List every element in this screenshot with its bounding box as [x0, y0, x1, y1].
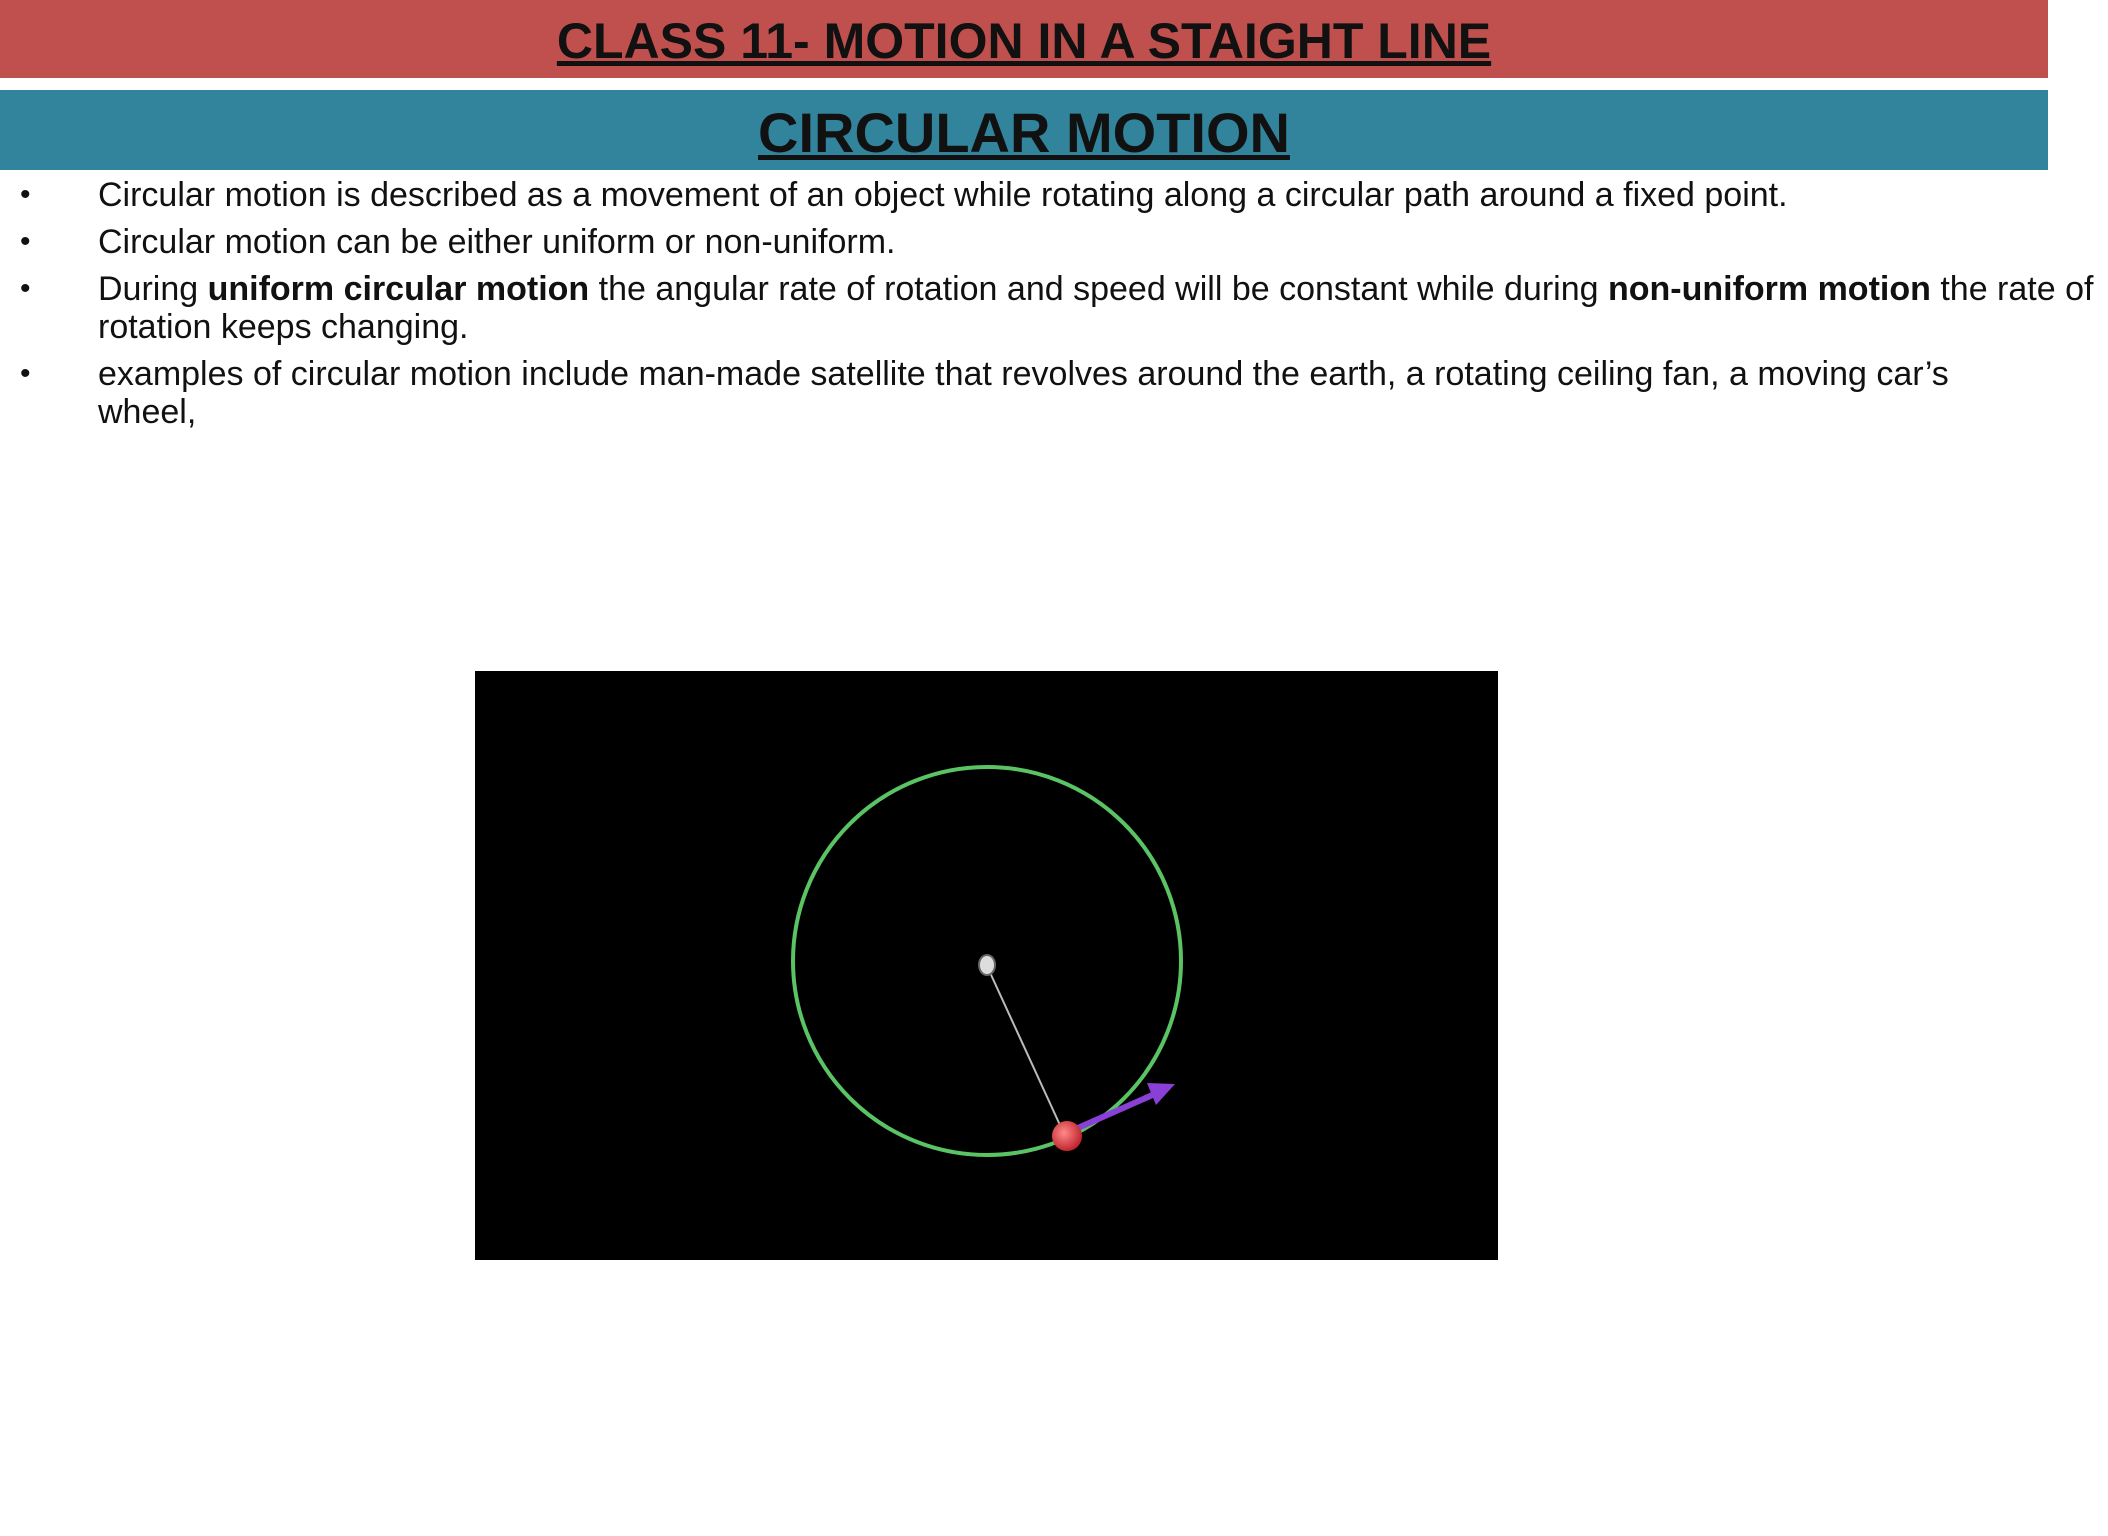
bullet-text: Circular motion can be either uniform or non-uniform. [98, 223, 896, 261]
subheader-band [0, 90, 2048, 170]
circular-motion-diagram [475, 671, 1498, 1260]
bullet-bold-uniform: uniform circular motion [207, 270, 590, 308]
header-band [0, 0, 2048, 78]
bullet-dot: • [20, 357, 31, 390]
bullet-text-mid: the angular rate of rotation and speed will be constant while during [589, 270, 1608, 308]
bullet-item-3 [0, 270, 2108, 346]
center-pivot [979, 955, 995, 975]
slide-title: CLASS 11- MOTION IN A STAIGHT LINE [556, 13, 1492, 69]
moving-ball [1052, 1121, 1082, 1151]
bullet-text-post: the rate of rotation keeps changing. [98, 270, 2094, 346]
velocity-arrow-shaft [1071, 1093, 1157, 1131]
bullet-item-4 [0, 355, 2048, 431]
bullet-text: Circular motion is described as a movement of an object while rotating along a circular path around a fixed point. [98, 176, 1788, 214]
bullet-item-1 [0, 176, 2048, 214]
bullet-dot: • [20, 178, 31, 211]
bullet-dot: • [20, 225, 31, 258]
bullet-list [0, 176, 2094, 440]
bullet-text: examples of circular motion include man-made satellite that revolves around the earth, a rotating ceiling fan, a moving car’s wheel, [98, 355, 1949, 431]
radius-line [987, 966, 1065, 1136]
bullet-bold-nonuniform: non-uniform motion [1607, 270, 1931, 308]
bullet-dot: • [20, 272, 31, 305]
bullet-text-pre: During [98, 270, 208, 308]
bullet-item-2 [0, 223, 2048, 261]
circular-motion-figure [475, 671, 1498, 1260]
slide-subtitle: CIRCULAR MOTION [758, 100, 1290, 164]
